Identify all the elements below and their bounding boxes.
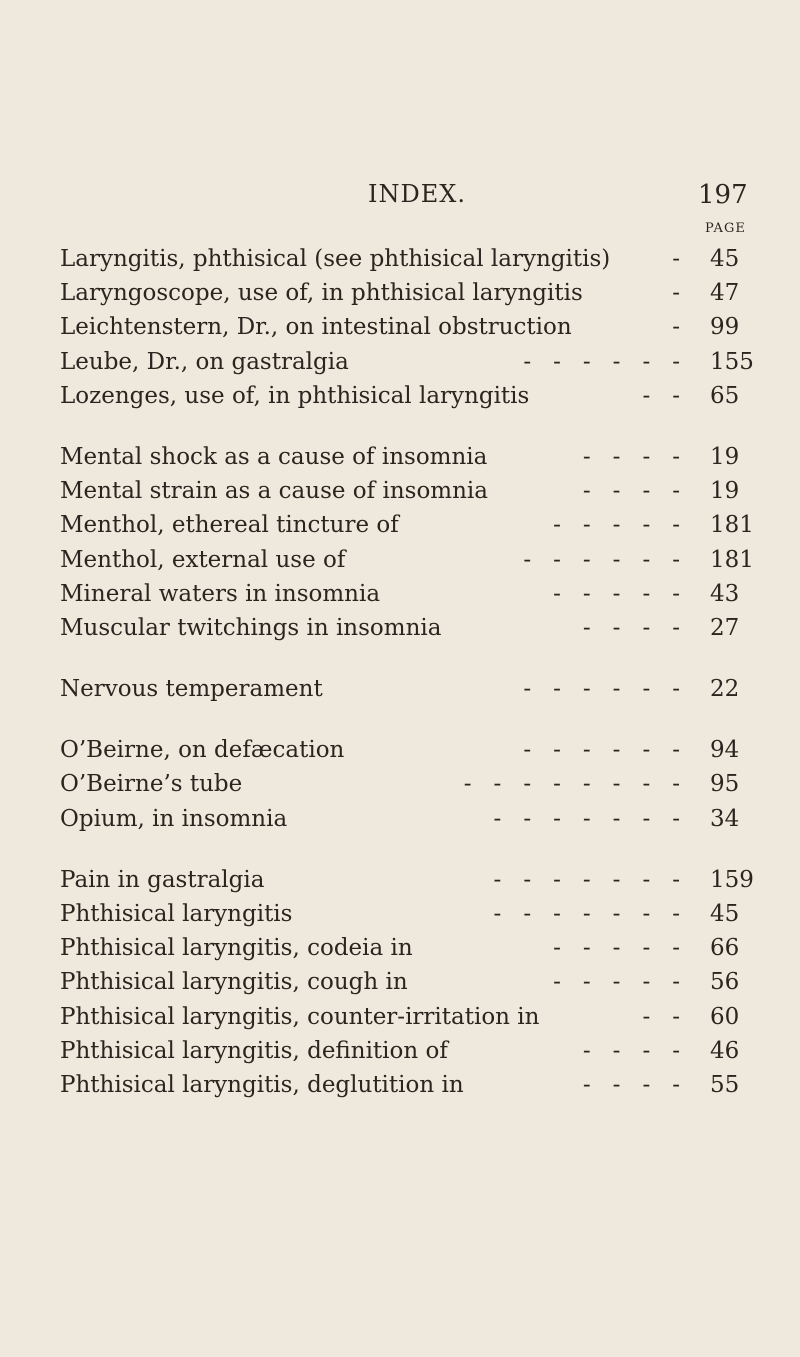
entry-page-number: 46 xyxy=(710,1037,740,1064)
index-group xyxy=(60,733,760,836)
entry-leader-dashes: - - - - - xyxy=(553,935,680,962)
page-header xyxy=(0,180,800,216)
index-entry xyxy=(60,863,760,897)
entry-leader-dashes: - - - - - - - - xyxy=(463,771,680,798)
entry-page-number: 27 xyxy=(710,614,740,641)
index-entry xyxy=(60,767,760,801)
entry-leader-dashes: - - - - xyxy=(582,443,680,470)
index-entry xyxy=(60,276,760,310)
entry-page-number: 55 xyxy=(710,1071,740,1098)
entry-text: Phthisical laryngitis, deglutition in xyxy=(60,1071,464,1098)
entry-page-number: 34 xyxy=(710,805,740,832)
entry-page-number: 181 xyxy=(710,512,754,539)
entry-leader-dashes: - - - - xyxy=(582,478,680,505)
entry-text: Lozenges, use of, in phthisical laryngitis xyxy=(60,382,530,409)
entry-page-number: 43 xyxy=(710,580,740,607)
entry-page-number: 66 xyxy=(710,935,740,962)
index-group xyxy=(60,863,760,1102)
entry-page-number: 47 xyxy=(710,280,740,307)
entry-text: Menthol, ethereal tincture of xyxy=(60,512,399,539)
entry-leader-dashes: - xyxy=(672,314,680,341)
entry-page-number: 45 xyxy=(710,901,740,927)
index-entry xyxy=(60,1068,760,1102)
entry-leader-dashes: - - - - - xyxy=(553,969,680,996)
index-entry xyxy=(60,965,760,999)
entry-leader-dashes: - xyxy=(672,280,680,307)
index-entry xyxy=(60,931,760,965)
entry-text: Muscular twitchings in insomnia xyxy=(60,614,442,641)
index-entry xyxy=(60,379,760,413)
entry-leader-dashes: - - - - - - xyxy=(523,676,680,703)
index-entry xyxy=(60,310,760,344)
entry-leader-dashes: - - - - xyxy=(582,614,680,641)
entry-text: O’Beirne’s tube xyxy=(60,771,243,798)
entry-text: Leube, Dr., on gastralgia xyxy=(60,348,349,375)
page-title: INDEX. xyxy=(368,180,466,208)
index-entry xyxy=(60,345,760,379)
entry-text: Mental strain as a cause of insomnia xyxy=(60,478,488,505)
entry-page-number: 94 xyxy=(710,737,740,764)
entry-text: Phthisical laryngitis xyxy=(60,901,293,927)
entry-leader-dashes: - - - - - - xyxy=(523,348,680,375)
entry-page-number: 155 xyxy=(710,348,754,375)
index-entry xyxy=(60,611,760,645)
entry-text: Mineral waters in insomnia xyxy=(60,580,381,607)
index-entry xyxy=(60,543,760,577)
entry-text: Opium, in insomnia xyxy=(60,805,288,832)
entry-text: Leichtenstern, Dr., on intestinal obstruction xyxy=(60,314,572,341)
index-entry xyxy=(60,802,760,836)
entry-page-number: 60 xyxy=(710,1003,740,1030)
entry-leader-dashes: - - - - - xyxy=(553,512,680,539)
entry-leader-dashes: - - - - - xyxy=(553,580,680,607)
entry-page-number: 65 xyxy=(710,382,740,409)
index-entry xyxy=(60,440,760,474)
index-entry xyxy=(60,672,760,706)
entry-page-number: 99 xyxy=(710,314,740,341)
index-entry xyxy=(60,1034,760,1068)
page-column-label: PAGE xyxy=(705,221,746,236)
entry-page-number: 181 xyxy=(710,546,754,573)
entry-page-number: 19 xyxy=(710,443,740,470)
entry-text: Nervous temperament xyxy=(60,676,323,703)
entry-text: Laryngoscope, use of, in phthisical laryngitis xyxy=(60,280,583,307)
entry-page-number: 159 xyxy=(710,866,754,893)
entry-page-number: 45 xyxy=(710,246,740,272)
entry-page-number: 19 xyxy=(710,478,740,505)
entry-text: Phthisical laryngitis, codeia in xyxy=(60,935,413,962)
index-entry xyxy=(60,897,760,931)
entry-leader-dashes: - - - - - - xyxy=(523,546,680,573)
entry-page-number: 95 xyxy=(710,771,740,798)
entry-text: Pain in gastralgia xyxy=(60,866,265,893)
index-entry xyxy=(60,508,760,542)
entry-page-number: 22 xyxy=(710,676,740,703)
entry-leader-dashes: - - xyxy=(642,1003,680,1030)
index-entry xyxy=(60,733,760,767)
entry-leader-dashes: - - - - - - - xyxy=(493,866,680,893)
index-entry xyxy=(60,474,760,508)
entry-leader-dashes: - - - - - - xyxy=(523,737,680,764)
entry-text: Phthisical laryngitis, definition of xyxy=(60,1037,448,1064)
entry-text: Laryngitis, phthisical (see phthisical laryngitis) xyxy=(60,246,611,272)
entry-page-number: 56 xyxy=(710,969,740,996)
index-entries xyxy=(60,242,760,1129)
entry-leader-dashes: - - - - - - - xyxy=(493,805,680,832)
index-group xyxy=(60,242,760,413)
entry-leader-dashes: - - xyxy=(642,382,680,409)
entry-leader-dashes: - - - - - - - xyxy=(493,901,680,927)
index-entry xyxy=(60,577,760,611)
index-entry xyxy=(60,1000,760,1034)
entry-text: Phthisical laryngitis, cough in xyxy=(60,969,408,996)
entry-leader-dashes: - - - - xyxy=(582,1071,680,1098)
index-group xyxy=(60,440,760,645)
entry-text: O’Beirne, on defæcation xyxy=(60,737,345,764)
entry-leader-dashes: - xyxy=(672,246,680,272)
index-group xyxy=(60,672,760,706)
page-number: 197 xyxy=(698,180,748,210)
entry-text: Mental shock as a cause of insomnia xyxy=(60,443,488,470)
entry-text: Phthisical laryngitis, counter-irritation in xyxy=(60,1003,540,1030)
entry-text: Menthol, external use of xyxy=(60,546,346,573)
index-entry xyxy=(60,242,760,276)
entry-leader-dashes: - - - - xyxy=(582,1037,680,1064)
